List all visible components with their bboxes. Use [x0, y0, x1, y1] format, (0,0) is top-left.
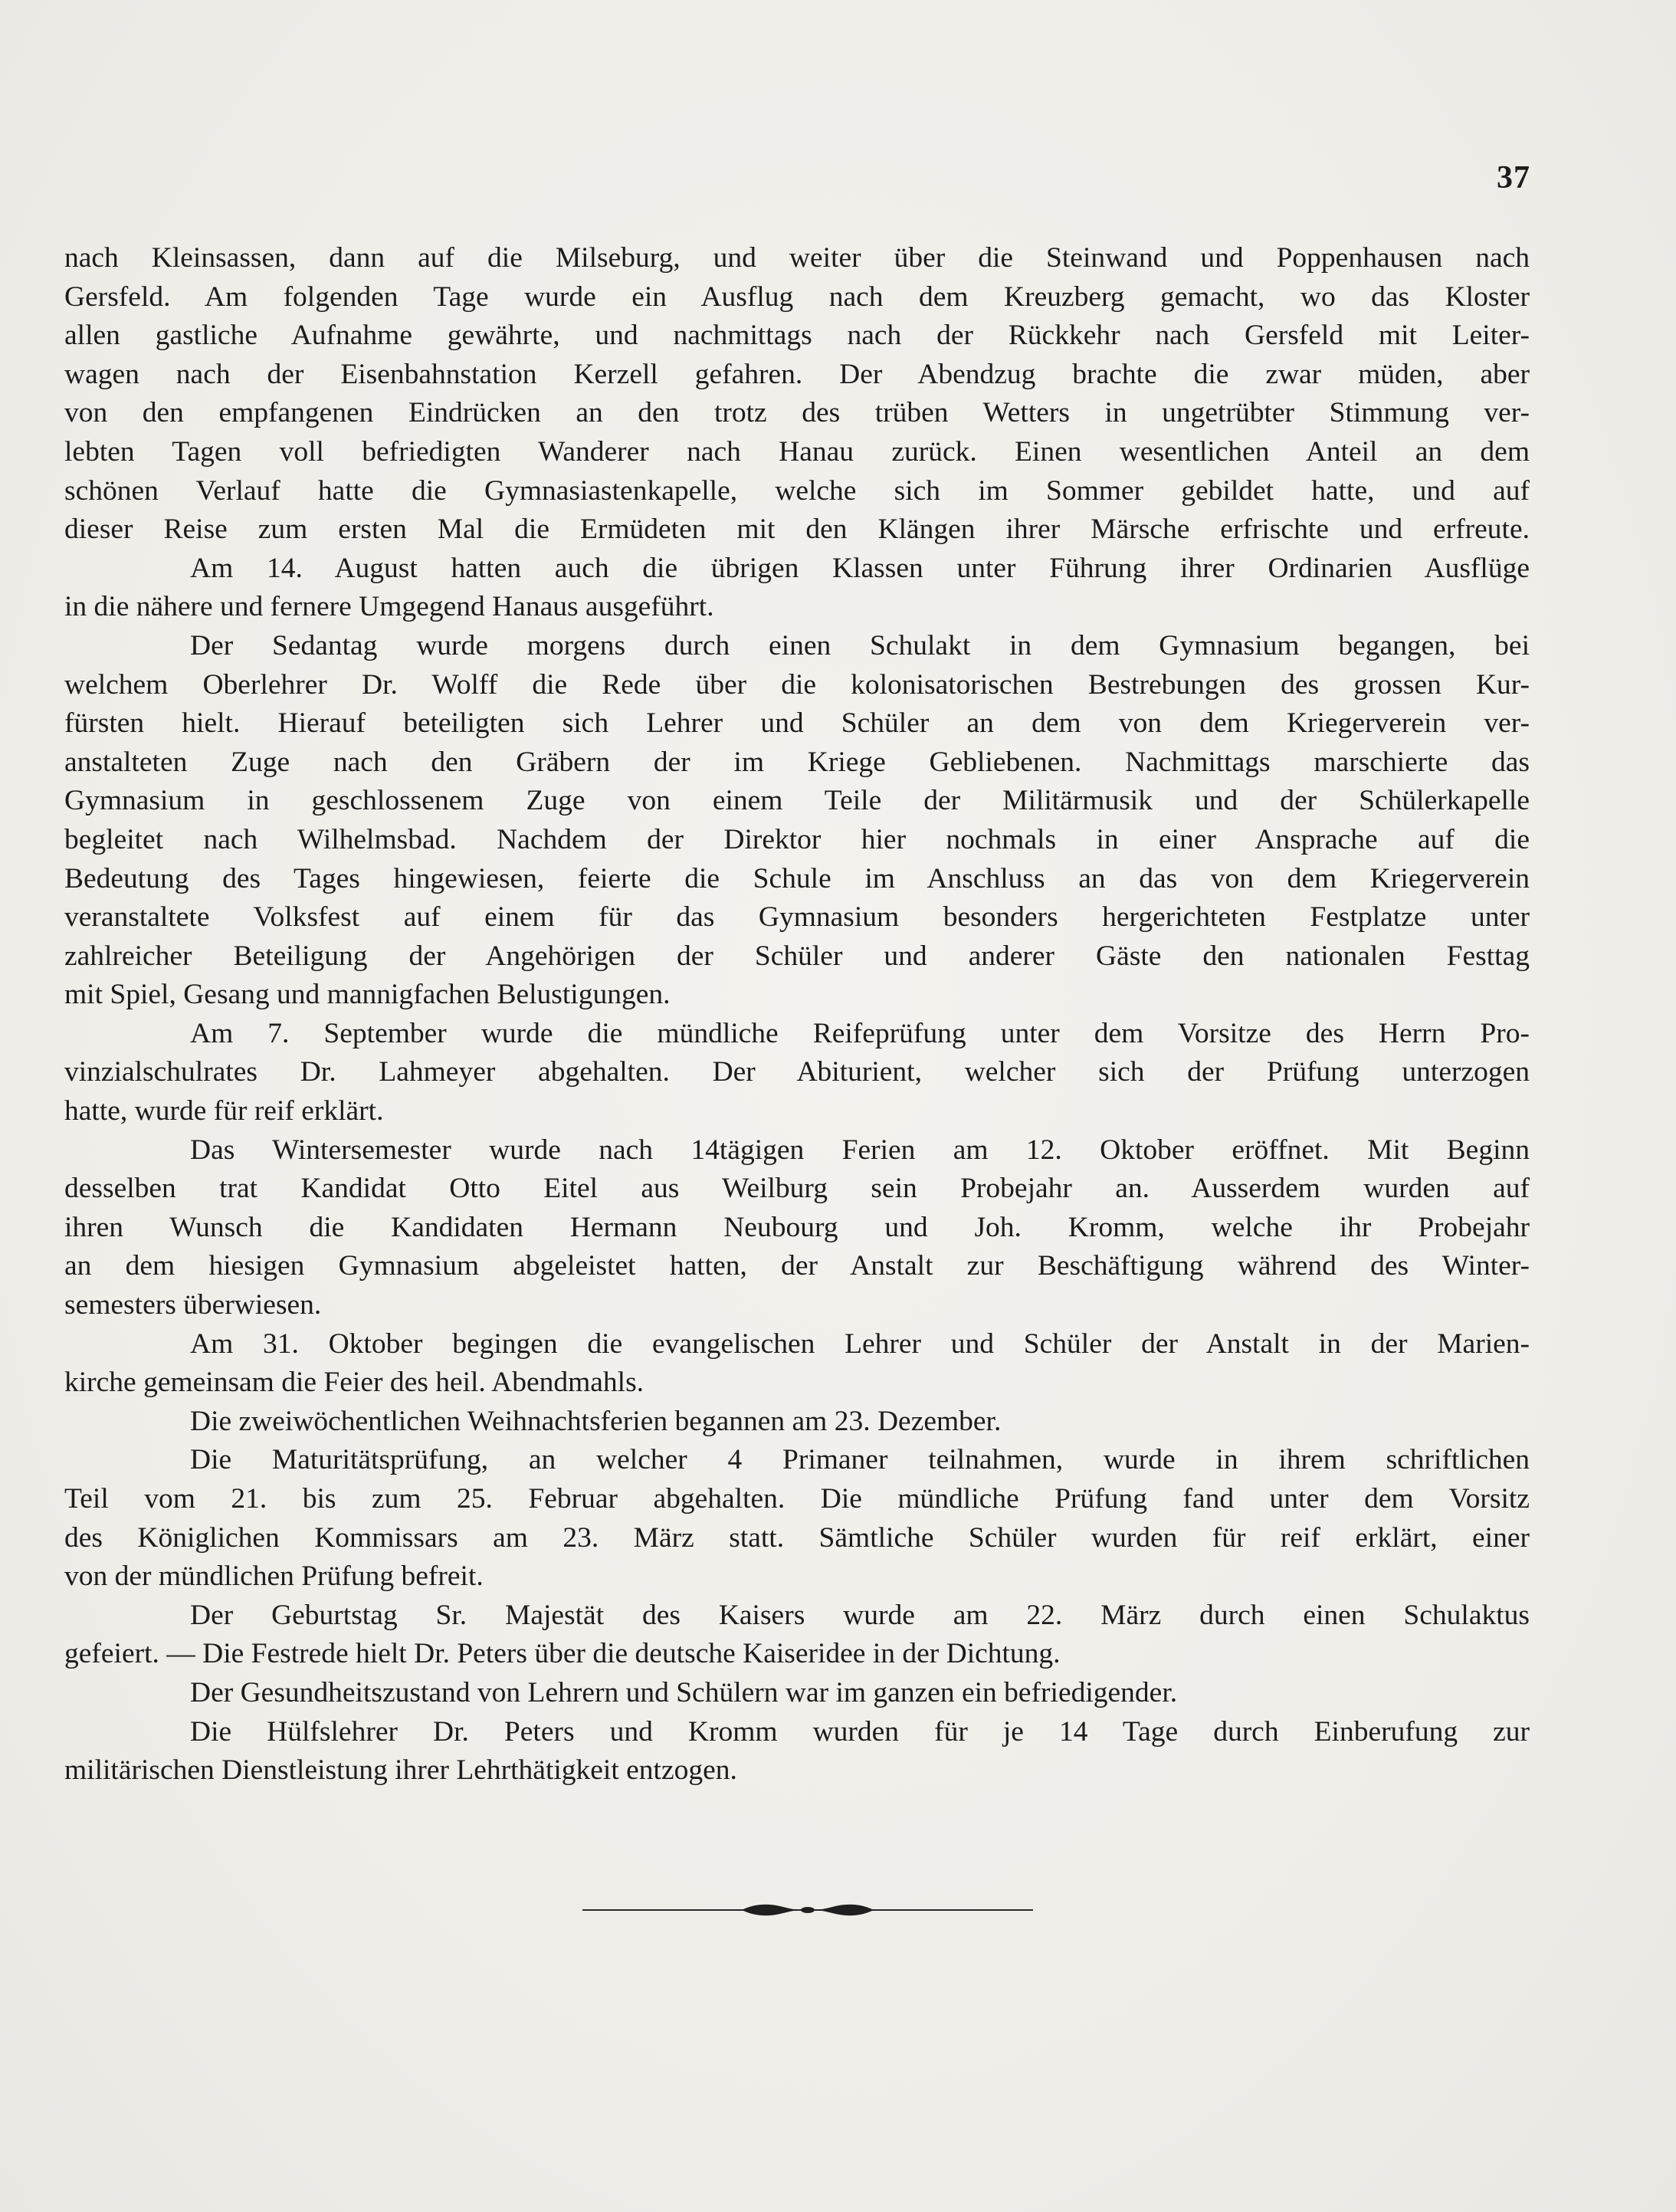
paragraph [64, 1674, 1530, 1713]
text-line: Das Wintersemester wurde nach 14tägigen Ferien am 12. Oktober eröffnet. Mit Beginn [190, 1134, 1530, 1166]
paragraph [64, 550, 1530, 627]
text-line: nach Kleinsassen, dann auf die Milseburg, und weiter über die Steinwand und Poppenhausen nach [64, 242, 1530, 274]
text-line: vinzialschulrates Dr. Lahmeyer abgehalten. Der Abiturient, welcher sich der Prüfung unterzogen [64, 1056, 1530, 1088]
text-line: Am 31. Oktober begingen die evangelischen Lehrer und Schüler der Anstalt in der Marien- [190, 1328, 1530, 1360]
paragraph [64, 627, 1530, 1015]
text-line: in die nähere und fernere Umgegend Hanaus ausgeführt. [64, 591, 714, 623]
ornament-divider [582, 1896, 1033, 1924]
paragraph [64, 1131, 1530, 1325]
text-line: welchem Oberlehrer Dr. Wolff die Rede über die kolonisatorischen Bestrebungen des grossen Kur- [64, 668, 1530, 701]
text-line: begleitet nach Wilhelmsbad. Nachdem der Direktor hier nochmals in einer Ansprache auf die [64, 823, 1530, 855]
text-line: kirche gemeinsam die Feier des heil. Abendmahls. [64, 1367, 644, 1399]
text-line: Am 14. August hatten auch die übrigen Klassen unter Führung ihrer Ordinarien Ausflüge [190, 552, 1530, 584]
paragraph [64, 1597, 1530, 1674]
text-line: von der mündlichen Prüfung befreit. [64, 1561, 484, 1593]
text-line: Gersfeld. Am folgenden Tage wurde ein Ausflug nach dem Kreuzberg gemacht, wo das Kloster [64, 281, 1530, 313]
text-line: Der Gesundheitszustand von Lehrern und Schülern war im ganzen ein befriedigender. [190, 1676, 1178, 1708]
text-line: Die Maturitätsprüfung, an welcher 4 Primaner teilnahmen, wurde in ihrem schriftlichen [190, 1444, 1530, 1476]
text-line: Die zweiwöchentlichen Weihnachtsferien begannen am 23. Dezember. [190, 1405, 1002, 1437]
text-line: dieser Reise zum ersten Mal die Ermüdeten mit den Klängen ihrer Märsche erfrischte und erfreute. [64, 514, 1530, 546]
text-line: veranstaltete Volksfest auf einem für das Gymnasium besonders hergerichteten Festplatze unter [64, 901, 1530, 934]
text-line: schönen Verlauf hatte die Gymnasiastenkapelle, welche sich im Sommer gebildet hatte, und auf [64, 474, 1530, 507]
text-line: militärischen Dienstleistung ihrer Lehrthätigkeit entzogen. [64, 1754, 737, 1787]
text-line: hatte, wurde für reif erklärt. [64, 1095, 384, 1127]
paragraph [64, 1325, 1530, 1403]
paragraph [64, 1015, 1530, 1131]
paragraph [64, 239, 1530, 550]
text-line: an dem hiesigen Gymnasium abgeleistet hatten, der Anstalt zur Beschäftigung während des Winter- [64, 1250, 1530, 1282]
text-line: wagen nach der Eisenbahnstation Kerzell gefahren. Der Abendzug brachte die zwar müden, aber [64, 358, 1530, 390]
page-number: 37 [1497, 160, 1530, 195]
text-line: Gymnasium in geschlossenem Zuge von einem Teile der Militärmusik und der Schülerkapelle [64, 785, 1530, 817]
text-line: von den empfangenen Eindrücken an den trotz des trüben Wetters in ungetrübter Stimmung ver- [64, 397, 1530, 429]
text-line: mit Spiel, Gesang und mannigfachen Belustigungen. [64, 979, 671, 1011]
text-line: allen gastliche Aufnahme gewährte, und nachmittags nach der Rückkehr nach Gersfeld mit Leiter- [64, 320, 1530, 352]
paragraph [64, 1713, 1530, 1790]
text-line: Teil vom 21. bis zum 25. Februar abgehalten. Die mündliche Prüfung fand unter dem Vorsitz [64, 1483, 1530, 1515]
text-line: zahlreicher Beteiligung der Angehörigen der Schüler und anderer Gäste den nationalen Festtag [64, 940, 1530, 972]
text-line: des Königlichen Kommissars am 23. März statt. Sämtliche Schüler wurden für reif erklärt, einer [64, 1521, 1530, 1554]
text-line: anstalteten Zuge nach den Gräbern der im Kriege Gebliebenen. Nachmittags marschierte das [64, 746, 1530, 778]
text-line: ihren Wunsch die Kandidaten Hermann Neubourg und Joh. Kromm, welche ihr Probejahr [64, 1211, 1530, 1243]
text-line: semesters überwiesen. [64, 1289, 322, 1321]
text-line: lebten Tagen voll befriedigten Wanderer nach Hanau zurück. Einen wesentlichen Anteil an dem [64, 435, 1530, 468]
paragraph [64, 1403, 1530, 1442]
text-line: Am 7. September wurde die mündliche Reifeprüfung unter dem Vorsitze des Herrn Pro- [190, 1017, 1530, 1049]
text-line: Bedeutung des Tages hingewiesen, feierte die Schule im Anschluss an das von dem Kriegerverein [64, 862, 1530, 894]
text-line: fürsten hielt. Hierauf beteiligten sich Lehrer und Schüler an dem von dem Kriegerverein ver- [64, 707, 1530, 740]
text-line: desselben trat Kandidat Otto Eitel aus Weilburg sein Probejahr an. Ausserdem wurden auf [64, 1173, 1530, 1205]
paragraph [64, 1441, 1530, 1596]
text-line: Die Hülfslehrer Dr. Peters und Kromm wurden für je 14 Tage durch Einberufung zur [190, 1715, 1530, 1748]
text-line: gefeiert. — Die Festrede hielt Dr. Peters über die deutsche Kaiseridee in der Dichtung. [64, 1638, 1061, 1670]
body-text [64, 239, 1530, 1790]
text-line: Der Geburtstag Sr. Majestät des Kaisers wurde am 22. März durch einen Schulaktus [190, 1599, 1530, 1631]
text-line: Der Sedantag wurde morgens durch einen Schulakt in dem Gymnasium begangen, bei [190, 629, 1530, 661]
